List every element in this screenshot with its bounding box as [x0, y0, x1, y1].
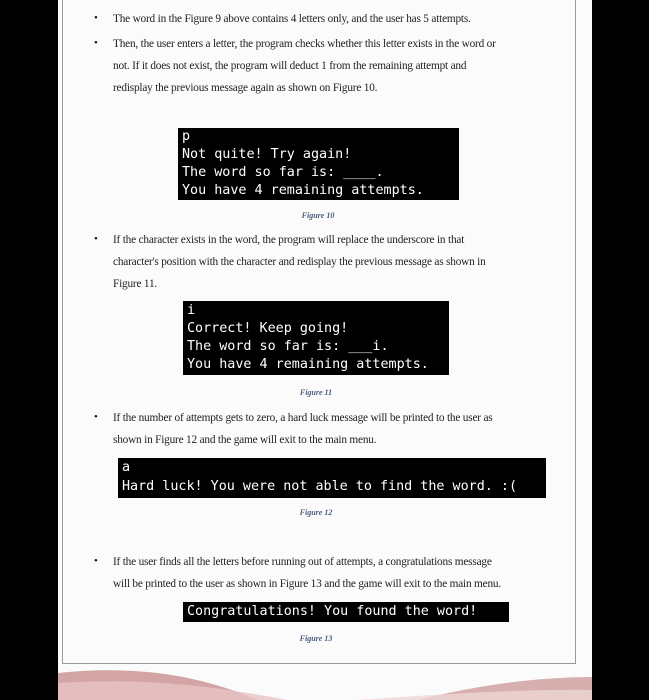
terminal-line: Not quite! Try again!: [182, 147, 352, 162]
paragraph-line: If the number of attempts gets to zero, a hard luck message will be printed to the user as: [113, 412, 493, 424]
paragraph-line: character's position with the character and redisplay the previous message as shown in: [113, 256, 486, 268]
terminal-line: Hard luck! You were not able to find the word. :(: [122, 479, 518, 494]
bullet-icon: •: [94, 12, 98, 24]
figure-caption: Figure 13: [299, 634, 333, 643]
paragraph-line: If the user finds all the letters before running out of attempts, a congratulations message: [113, 556, 492, 568]
terminal-line: The word so far is: ____.: [182, 165, 384, 180]
paragraph-line: will be printed to the user as shown in Figure 13 and the game will exit to the main menu.: [113, 578, 501, 590]
terminal-output-figure-12: [118, 458, 546, 498]
terminal-line: The word so far is: ___i.: [187, 339, 389, 354]
terminal-line: p: [182, 129, 191, 144]
paragraph-line: redisplay the previous message again as shown on Figure 10.: [113, 82, 378, 94]
bullet-icon: •: [94, 233, 98, 245]
bullet-icon: •: [94, 37, 98, 49]
terminal-line: a: [122, 460, 131, 475]
figure-caption: Figure 11: [299, 388, 333, 397]
paragraph-line: not. If it does not exist, the program will deduct 1 from the remaining attempt and: [113, 60, 467, 72]
terminal-output-figure-10: [178, 128, 459, 200]
terminal-output-figure-13: [183, 602, 509, 622]
terminal-output-figure-11: [183, 301, 449, 375]
terminal-line: Congratulations! You found the word!: [187, 604, 478, 619]
paragraph-line: shown in Figure 12 and the game will exit to the main menu.: [113, 434, 377, 446]
paragraph-line: The word in the Figure 9 above contains 4 letters only, and the user has 5 attempts.: [113, 13, 471, 25]
bullet-icon: •: [94, 411, 98, 423]
paragraph-line: If the character exists in the word, the program will replace the underscore in that: [113, 234, 465, 246]
figure-caption: Figure 10: [301, 211, 335, 220]
decorative-footer-swoosh: [58, 665, 592, 700]
terminal-line: i: [187, 303, 196, 318]
terminal-line: You have 4 remaining attempts.: [187, 357, 429, 372]
bullet-icon: •: [94, 555, 98, 567]
terminal-line: You have 4 remaining attempts.: [182, 183, 424, 198]
terminal-line: Correct! Keep going!: [187, 321, 349, 336]
figure-caption: Figure 12: [299, 508, 333, 517]
paragraph-line: Then, the user enters a letter, the program checks whether this letter exists in the word or: [113, 38, 496, 50]
paragraph-line: Figure 11.: [113, 278, 158, 290]
